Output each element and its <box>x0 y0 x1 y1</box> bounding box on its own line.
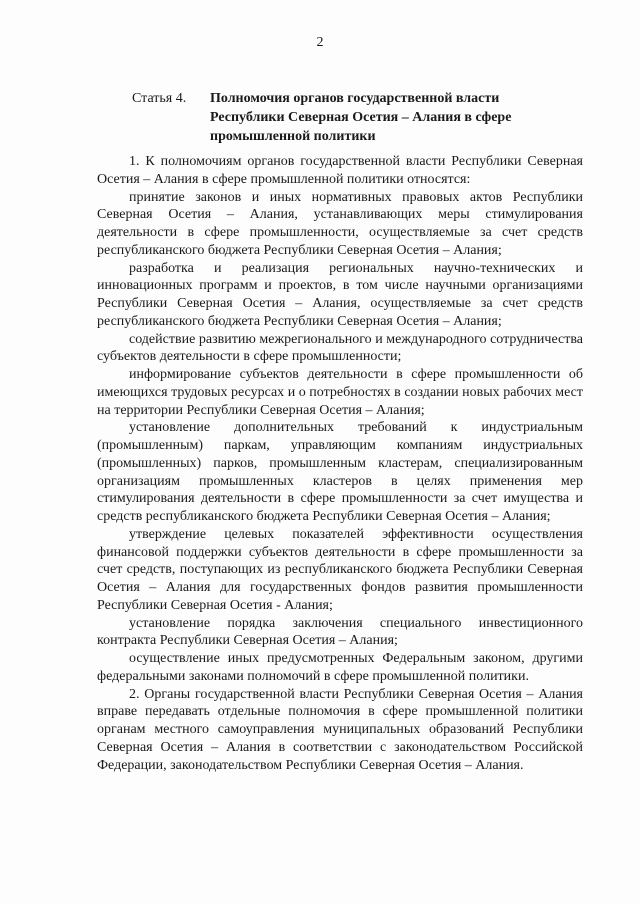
paragraph: 1. К полномочиям органов государственной власти Республики Северная Осетия – Алания в сфере промышленной политики относятся: <box>97 154 583 187</box>
article-title: Полномочия органов государственной власти Республики Северная Осетия – Алания в сфере промышленной политики <box>210 91 512 144</box>
paragraph: установление порядка заключения специального инвестиционного контракта Республики Северная Осетия – Алания; <box>97 615 583 649</box>
paragraph: информирование субъектов деятельности в сфере промышленности об имеющихся трудовых ресурсах и о потребностях в создании новых рабочих мест на территории Республики Северная Осетия – Алания; <box>97 367 583 418</box>
paragraph: содействие развитию межрегионального и международного сотрудничества субъектов деятельности в сфере промышленности; <box>97 331 583 365</box>
paragraph: утверждение целевых показателей эффективности осуществления финансовой поддержки субъектов деятельности в сфере промышленности за счет средств, поступающих из республиканского бюджета Республики Северная Осетия – Алания для государственных фондов развития промышленности Республики Северная Осетия - Алания; <box>97 526 583 613</box>
paragraph: 2. Органы государственной власти Республики Северная Осетия – Алания вправе передавать отдельные полномочия в сфере промышленной политики органам местного самоуправления муниципальных образований Республики Северная Осетия – Алания в соответствии с законодательством Российской Федерации, законодательством Республики Северная Осетия – Алания. <box>97 686 583 773</box>
paragraph: осуществление иных предусмотренных Федеральным законом, другими федеральными законами полномочий в сфере промышленной политики. <box>97 651 583 684</box>
paragraph: установление дополнительных требований к индустриальным (промышленным) паркам, управляющим компаниям индустриальных (промышленных) парков, промышленным кластерам, специализированным организациям промышленных кластеров в целях применения мер стимулирования деятельности в сфере промышленности за счет имущества и средств республиканского бюджета Республики Северная Осетия – Алания; <box>97 420 583 524</box>
paragraph: разработка и реализация региональных научно-технических и инновационных программ и проектов, в том числе научными организациями Республики Северная Осетия – Алания, осуществляемые за счет средств республиканского бюджета Республики Северная Осетия – Алания; <box>97 260 583 329</box>
article-body <box>97 153 583 774</box>
article-number: Статья 4. <box>132 91 187 106</box>
paragraph: принятие законов и иных нормативных правовых актов Республики Северная Осетия – Алания, устанавливающих меры стимулирования деятельности в сфере промышленности, осуществляемые за счет средств республиканского бюджета Республики Северная Осетия – Алания; <box>97 189 583 258</box>
page-number: 2 <box>316 35 324 50</box>
